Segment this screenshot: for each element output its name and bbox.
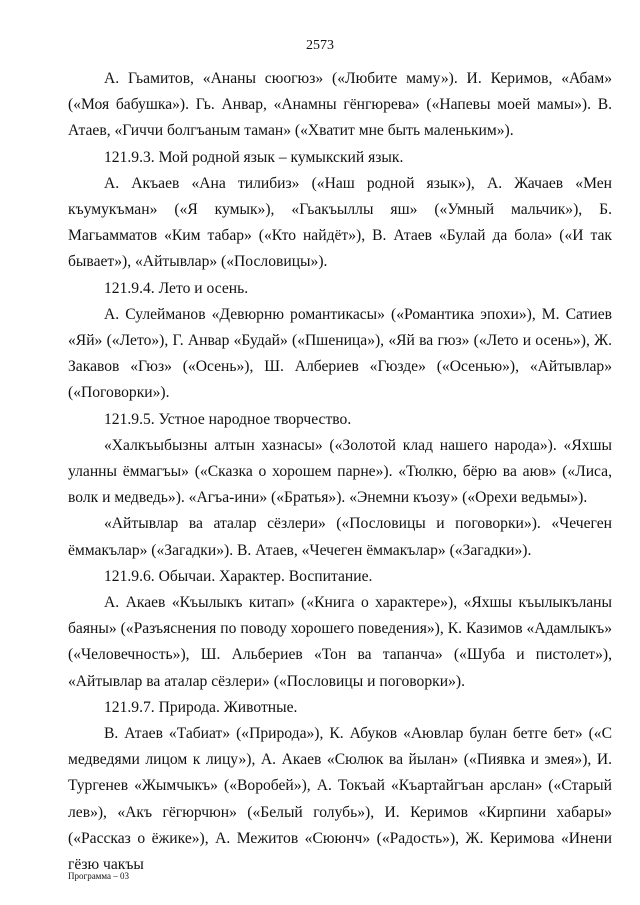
section-heading-summer-autumn: 121.9.4. Лето и осень. — [104, 279, 249, 297]
section-heading-nature: 121.9.7. Природа. Животные. — [104, 698, 298, 716]
section-heading-native-language: 121.9.3. Мой родной язык – кумыкский язык. — [104, 148, 404, 166]
paragraph-nature-works: В. Атаев «Табиат» («Природа»), К. Абуков «Аювлар булан бетге бет» («С медведями лицом к лицу»), А. Акаев «Сюлюк ва йылан» («Пиявка и змея»), И. Тургенев «Жымчыкъ» («Воробей»), А. Токъай «Къартайгъан арслан» («Старый лев»), «Акъ гёгюрчюн» («Белый голубь»), И. Керимов «Кирпини хабары» («Рассказ о ёжике»), А. Межитов «Сююнч» («Радость»), Ж. Керимова «Инени гёзю чакъы — [68, 725, 612, 874]
page-body — [68, 66, 612, 878]
section-heading-folklore: 121.9.5. Устное народное творчество. — [104, 410, 352, 428]
footer-program-label: Программа – 03 — [68, 871, 130, 881]
paragraph-summer-autumn-works: А. Сулейманов «Девюрню романтикасы» («Романтика эпохи»), М. Сатиев «Яй» («Лето»), Г. Анвар «Будай» («Пшеница»), «Яй ва гюз» («Лето и осень»), Ж. Закавов «Гюз» («Осень»), Ш. Албериев «Гюзде» («Осенью»), «Айтывлар» («Поговорки»). — [68, 305, 612, 402]
paragraph-mothers-works: А. Гьамитов, «Ананы сюогюз» («Любите маму»). И. Керимов, «Абам» («Моя бабушка»). Гь. Анвар, «Анамны гёнгюрева» («Напевы моей мамы»). В. Атаев, «Гиччи болгъаным таман» («Хватит мне быть маленьким»). — [68, 70, 612, 140]
paragraph-folklore-tales: «Халкъыбызны алтын хазнасы» («Золотой клад нашего народа»). «Яхшы уланны ёммагъы» («Сказка о хорошем парне»). «Тюлкю, бёрю ва аюв» («Лиса, волк и медведь»). «Агъа-ини» («Братья»). «Энемни къозу» («Орехи ведьмы»). — [68, 436, 612, 507]
section-heading-customs: 121.9.6. Обычаи. Характер. Воспитание. — [104, 567, 373, 585]
page-number: 2573 — [306, 38, 334, 53]
paragraph-native-language-works: А. Акъаев «Ана тилибиз» («Наш родной язык»), А. Жачаев «Мен къумукъман» («Я кумык»), «Гьакъыллы яш» («Умный мальчик»), Б. Магьамматов «Ким табар» («Кто найдёт»), В. Атаев «Булай да бола» («И так бывает»), «Айтывлар» («Пословицы»). — [68, 174, 612, 271]
paragraph-folklore-proverbs: «Айтывлар ва аталар сёзлери» («Пословицы и поговорки»). «Чечеген ёммакълар» («Загадки»). В. Атаев, «Чечеген ёммакълар» («Загадки»). — [68, 515, 612, 559]
paragraph-customs-works: А. Акаев «Къылыкъ китап» («Книга о характере»), «Яхшы къылыкъланы баяны» («Разъяснения по поводу хорошего поведения»), К. Казимов «Адамлыкъ» («Человечность»), Ш. Альбериев «Тон ва тапанча» («Шуба и пистолет»), «Айтывлар ва аталар сёзлери» («Пословицы и поговорки»). — [68, 594, 612, 690]
